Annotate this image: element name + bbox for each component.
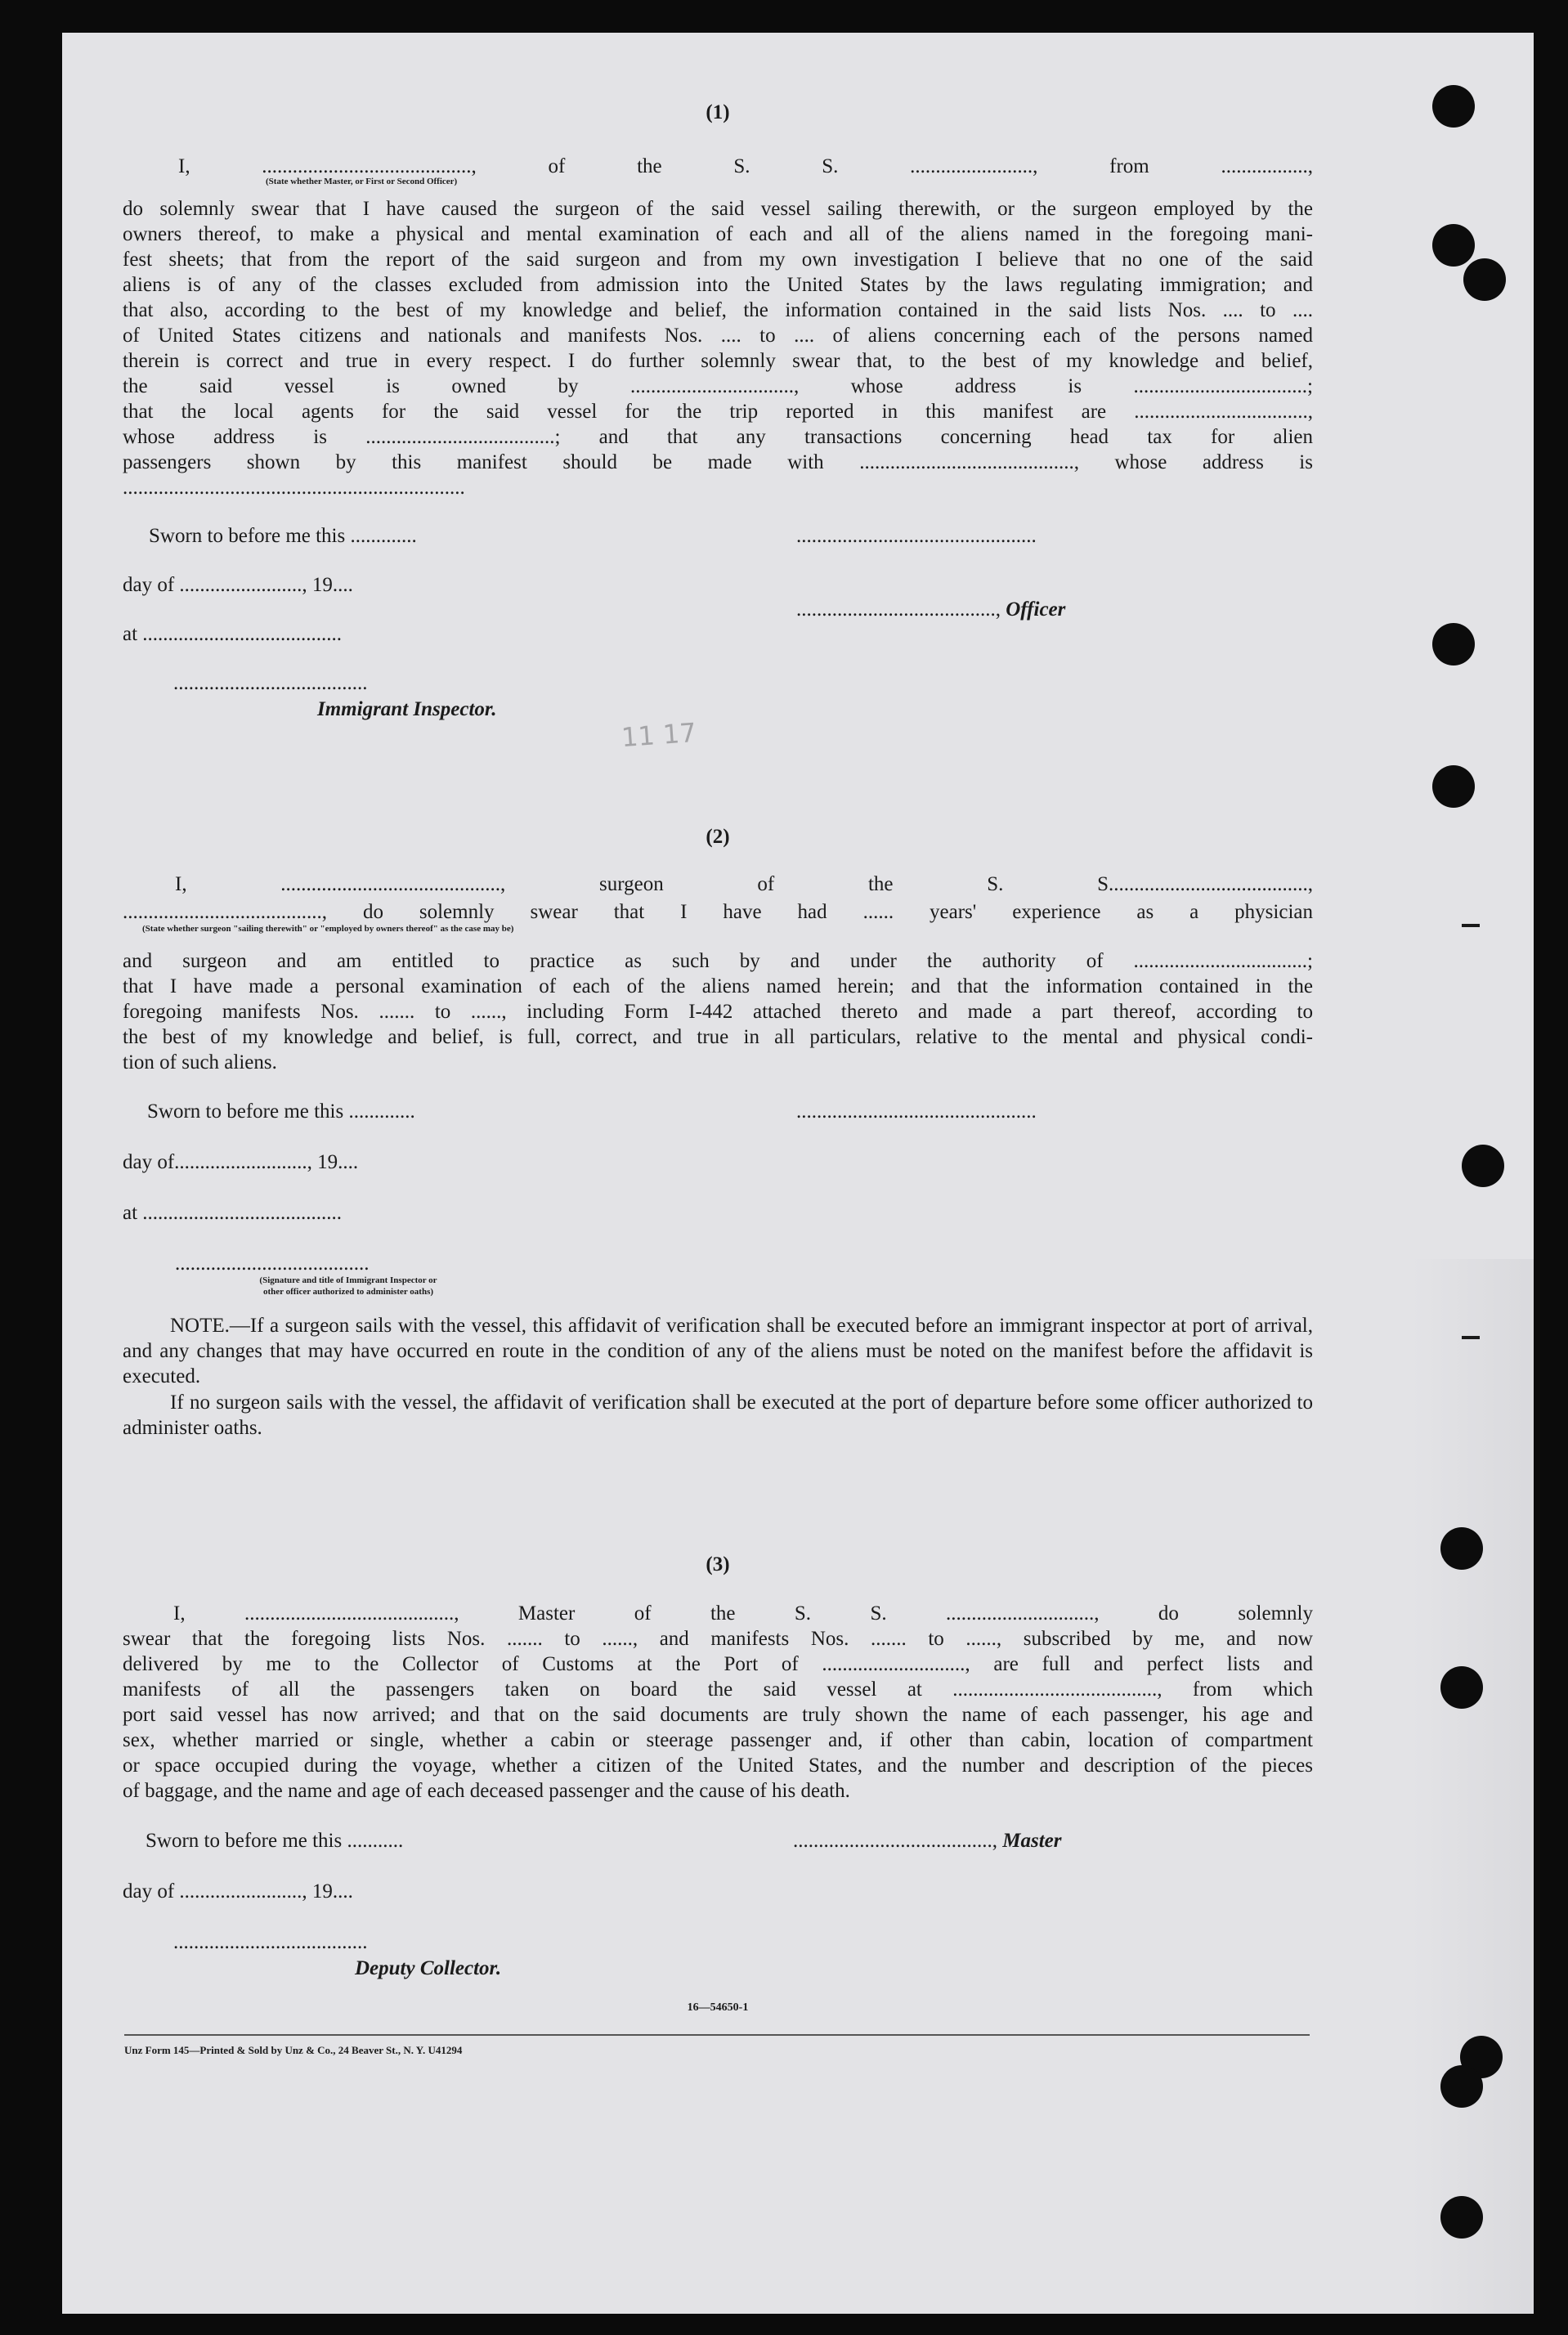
master-signature [793,1828,1061,1853]
signature-note: (Signature and title of Immigrant Inspector or [259,1275,437,1285]
sworn-line: Sworn to before me this ............. [147,1100,415,1123]
experience-line: ......................................., do solemnly swear that I have had ...... years' experience as a physician [123,901,1313,923]
binder-hole [1440,1666,1483,1709]
body-line: and surgeon and am entitled to practice as such by and under the authority of ..................................; [123,950,1313,972]
day-of-line: day of.........................., 19.... [123,1151,359,1173]
master-dots: ......................................., [793,1830,1003,1852]
note-paragraph: If no surgeon sails with the vessel, the affidavit of verification shall be executed at the port of departure before some officer authorized to administer oaths. [123,1392,1313,1439]
sworn-line: Sworn to before me this ........... [146,1830,404,1852]
collector-label: Deputy Collector. [355,1957,502,1979]
section-number: (3) [706,1553,730,1575]
officer-signature [796,597,1065,622]
margin-mark [1462,1336,1480,1339]
body-line: owners thereof, to make a physical and mental examination of each and all of the aliens named in the foregoing mani- [123,223,1313,245]
body-line: foregoing manifests Nos. ....... to ......, including Form I-442 attached thereto and made a part thereof, according to [123,1001,1313,1023]
surgeon-declaration-line: I, ..........................................., surgeon of the S. S......................................., [175,873,1313,895]
body-line: whose address is .....................................; and that any transactions concerning head tax for alien [123,426,1313,448]
master-declaration-line: I, ........................................., Master of the S. S. ............................., do solemnly [173,1602,1313,1625]
binder-hole [1432,623,1475,666]
body-line: port said vessel has now arrived; and that on the said documents are truly shown the name of each passenger, his age and [123,1704,1313,1726]
body-line: of United States citizens and nationals and manifests Nos. .... to .... of aliens concerning each of the persons named [123,325,1313,347]
signature-dots: ............................................... [796,1100,1037,1123]
master-label: Master [1002,1830,1062,1852]
form-number: 16—54650-1 [687,2001,749,2014]
body-line: therein is correct and true in every respect. I do further solemnly swear that, to the best of my knowledge and belief, [123,350,1313,372]
body-line: or space occupied during the voyage, whether a citizen of the United States, and the number and description of the pieces [123,1755,1313,1777]
body-line: aliens is of any of the classes excluded from admission into the United States by the laws regulating immigration; and [123,274,1313,296]
body-line: that I have made a personal examination of each of the aliens named herein; and that the information contained in the [123,975,1313,997]
body-line: that also, according to the best of my knowledge and belief, the information contained in the said lists Nos. .... to .... [123,299,1313,321]
body-line: ................................................................... [123,477,465,499]
master-declaration-line: I, ........................................., of the S. S. ........................, from ................., [178,155,1313,177]
binder-hole [1440,1527,1483,1570]
body-line: sex, whether married or single, whether a cabin or steerage passenger and, if other than cabin, location of compartment [123,1729,1313,1751]
body-line: delivered by me to the Collector of Customs at the Port of ............................, are full and perfect lists and [123,1653,1313,1675]
inspector-dots: ...................................... [175,1253,370,1275]
at-line: at ....................................... [123,1202,343,1224]
signature-note: other officer authorized to administer oaths) [262,1287,434,1297]
footer-rule [124,2034,1310,2036]
binder-hole [1463,258,1506,301]
paper-shading [1411,1259,1534,2314]
body-line: the said vessel is owned by ................................, whose address is ..................................; [123,375,1313,397]
body-line: fest sheets; that from the report of the said surgeon and from my own investigation I believe that no one of the said [123,249,1313,271]
field-note: (State whether surgeon "sailing therewith" or "employed by owners thereof" as the case may be) [142,924,514,934]
note-paragraph: NOTE.—If a surgeon sails with the vessel, this affidavit of verification shall be executed before an immigrant inspector at port of arrival, and any changes that may have occurred en route in the condition of any of the aliens must be noted on the manifest before the affidavit is executed. [123,1315,1313,1387]
section-number: (1) [706,101,730,123]
signature-dots: ............................................... [796,525,1037,547]
printer-footer: Unz Form 145—Printed & Sold by Unz & Co., 24 Beaver St., N. Y. U41294 [124,2044,463,2056]
binder-hole [1432,224,1475,267]
binder-hole [1440,2065,1483,2108]
pencil-annotation: 11 17 [620,716,697,754]
body-line: swear that the foregoing lists Nos. ....... to ......, and manifests Nos. ....... to ......, subscribed by me, and now [123,1628,1313,1650]
body-line: manifests of all the passengers taken on board the said vessel at ........................................, from which [123,1678,1313,1701]
body-line: of baggage, and the name and age of each deceased passenger and the cause of his death. [123,1780,850,1802]
binder-hole [1432,765,1475,808]
margin-mark [1462,924,1480,927]
body-line: passengers shown by this manifest should be made with .........................................., whose address is [123,451,1313,473]
day-of-line: day of ........................, 19.... [123,1880,353,1903]
inspector-dots: ...................................... [173,672,368,694]
inspector-label: Immigrant Inspector. [317,698,497,720]
field-note: (State whether Master, or First or Second Officer) [266,177,458,186]
body-line: the best of my knowledge and belief, is full, correct, and true in all particulars, relative to the mental and physical condi- [123,1026,1313,1048]
body-line: that the local agents for the said vessel for the trip reported in this manifest are .................................., [123,401,1313,423]
section-number: (2) [706,826,730,848]
body-line: do solemnly swear that I have caused the surgeon of the said vessel sailing therewith, or the surgeon employed by the [123,198,1313,220]
day-of-line: day of ........................, 19.... [123,574,353,596]
at-line: at ....................................... [123,623,343,645]
body-line: tion of such aliens. [123,1051,277,1073]
binder-hole [1440,2196,1483,2239]
binder-hole [1432,85,1475,128]
sworn-line: Sworn to before me this ............. [149,525,417,547]
officer-label: Officer [1006,598,1066,621]
binder-hole [1462,1145,1504,1187]
officer-dots: ......................................., [796,598,1006,621]
collector-dots: ...................................... [173,1931,368,1953]
